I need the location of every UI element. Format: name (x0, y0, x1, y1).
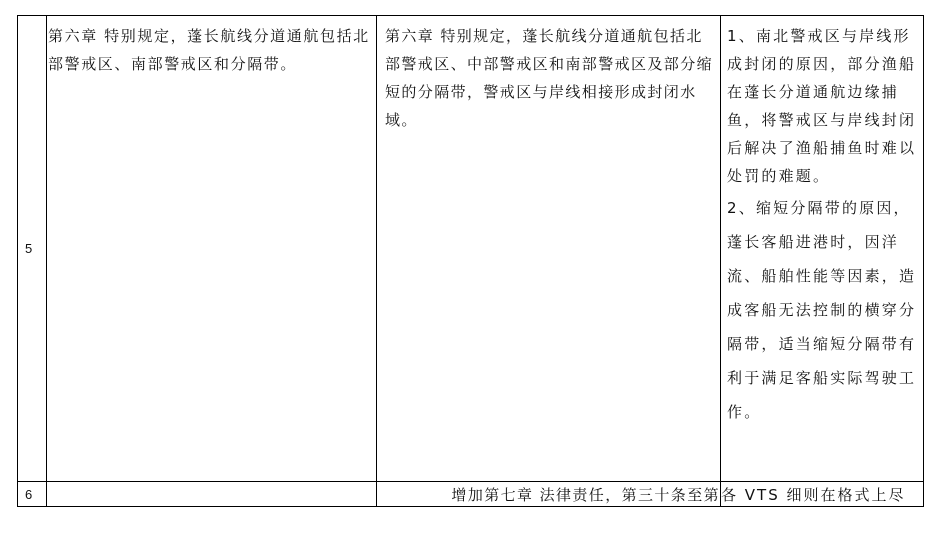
reason-cell: 各 VTS 细则在格式上尽 (721, 482, 924, 507)
original-text: 第六章 特别规定，蓬长航线分道通航包括北部警戒区、南部警戒区和分隔带。 (48, 27, 370, 73)
comparison-table (17, 15, 924, 507)
reason-paragraph-2: 2、缩短分隔带的原因，蓬长客船进港时，因洋流、船舶性能等因素，造成客船无法控制的横穿分隔带，适当缩短分隔带有利于满足客船实际驾驶工作。 (727, 199, 917, 421)
reason-cell (721, 16, 924, 482)
row-number: 6 (18, 482, 47, 507)
table-row (18, 482, 924, 507)
reason-paragraph-1: 1、南北警戒区与岸线形成封闭的原因，部分渔船在蓬长分道通航边缘捕鱼，将警戒区与岸线封闭后解决了渔船捕鱼时难以处罚的难题。 (727, 27, 917, 185)
revised-text-cell: 增加第七章 法律责任，第三十条至第 (377, 482, 721, 507)
revised-text: 第六章 特别规定，蓬长航线分道通航包括北部警戒区、中部警戒区和南部警戒区及部分缩短的分隔带，警戒区与岸线相接形成封闭水域。 (385, 27, 714, 129)
original-text-cell (47, 482, 377, 507)
original-text-cell (47, 16, 377, 482)
row-number: 5 (18, 16, 47, 482)
table-row (18, 16, 924, 482)
revised-text-cell (377, 16, 721, 482)
